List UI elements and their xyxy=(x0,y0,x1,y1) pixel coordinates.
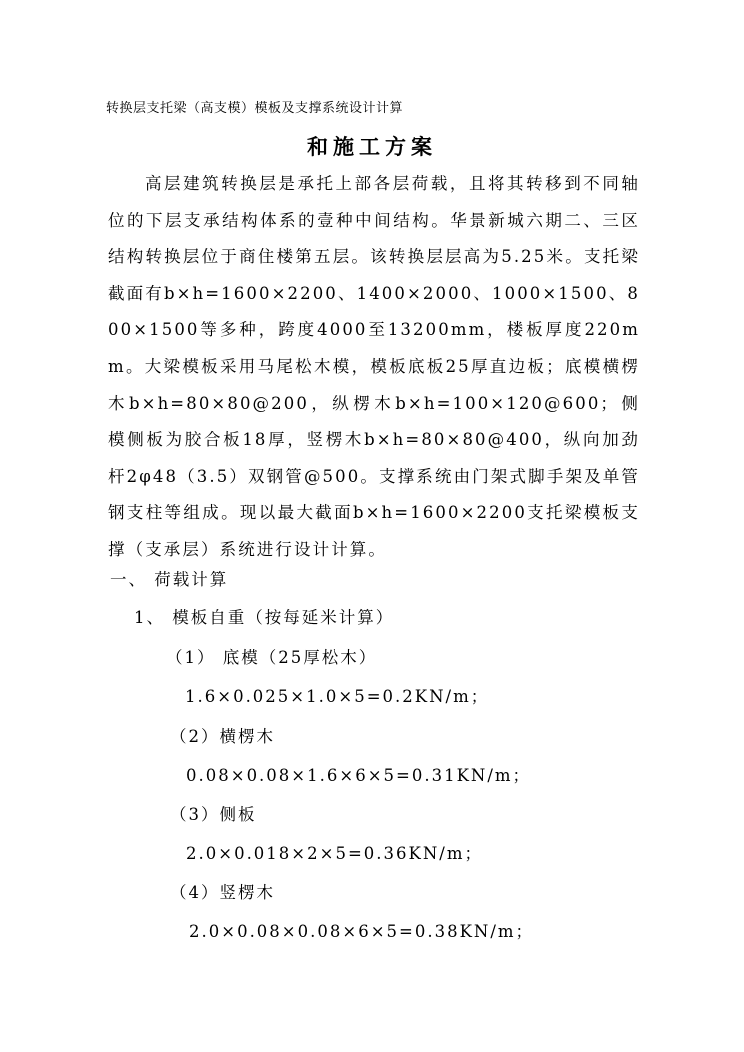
item-formula-vertical-joist: 2.0×0.08×0.08×6×5=0.38KN/m； xyxy=(189,922,535,941)
item-formula-bottom-form: 1.6×0.025×1.0×5=0.2KN/m； xyxy=(185,687,490,706)
item-formula-side-plank: 2.0×0.018×2×5=0.36KN/m； xyxy=(186,844,483,863)
document-title: 和施工方案 xyxy=(307,134,437,159)
item-label-cross-joist: （2）横楞木 xyxy=(170,727,275,746)
subsection-heading-formwork-self-weight: 1、 模板自重（按每延米计算） xyxy=(134,608,395,627)
document-header: 转换层支托梁（高支模）模板及支撑系统设计计算 xyxy=(106,101,404,116)
item-formula-cross-joist: 0.08×0.08×1.6×6×5=0.31KN/m； xyxy=(186,766,532,785)
item-label-bottom-form: （1） 底模（25厚松木） xyxy=(166,648,378,667)
section-heading-load-calculation: 一、 荷载计算 xyxy=(110,570,229,589)
item-label-side-plank: （3）侧板 xyxy=(170,805,257,824)
item-label-vertical-joist: （4）竖楞木 xyxy=(170,883,275,902)
intro-paragraph: 高层建筑转换层是承托上部各层荷载，且将其转移到不同轴位的下层支承结构体系的壹种中间结构。华景新城六期二、三区结构转换层位于商住楼第五层。该转换层层高为5.25米。支托梁截面有b×h=1600×2200、1400×2000、1000×1500、800×1500等多种，跨度4000至13200mm，楼板厚度220mm。大梁模板采用马尾松木模，模板底板25厚直边板；底模横楞木b×h=80×80@200，纵楞木b×h=100×120@600；侧模侧板为胶合板18厚，竖楞木b×h=80×80@400，纵向加劲杆2φ48（3.5）双钢管@500。支撑系统由门架式脚手架及单管钢支柱等组成。现以最大截面b×h=1600×2200支托梁模板支撑（支承层）系统进行设计计算。 xyxy=(108,174,640,559)
